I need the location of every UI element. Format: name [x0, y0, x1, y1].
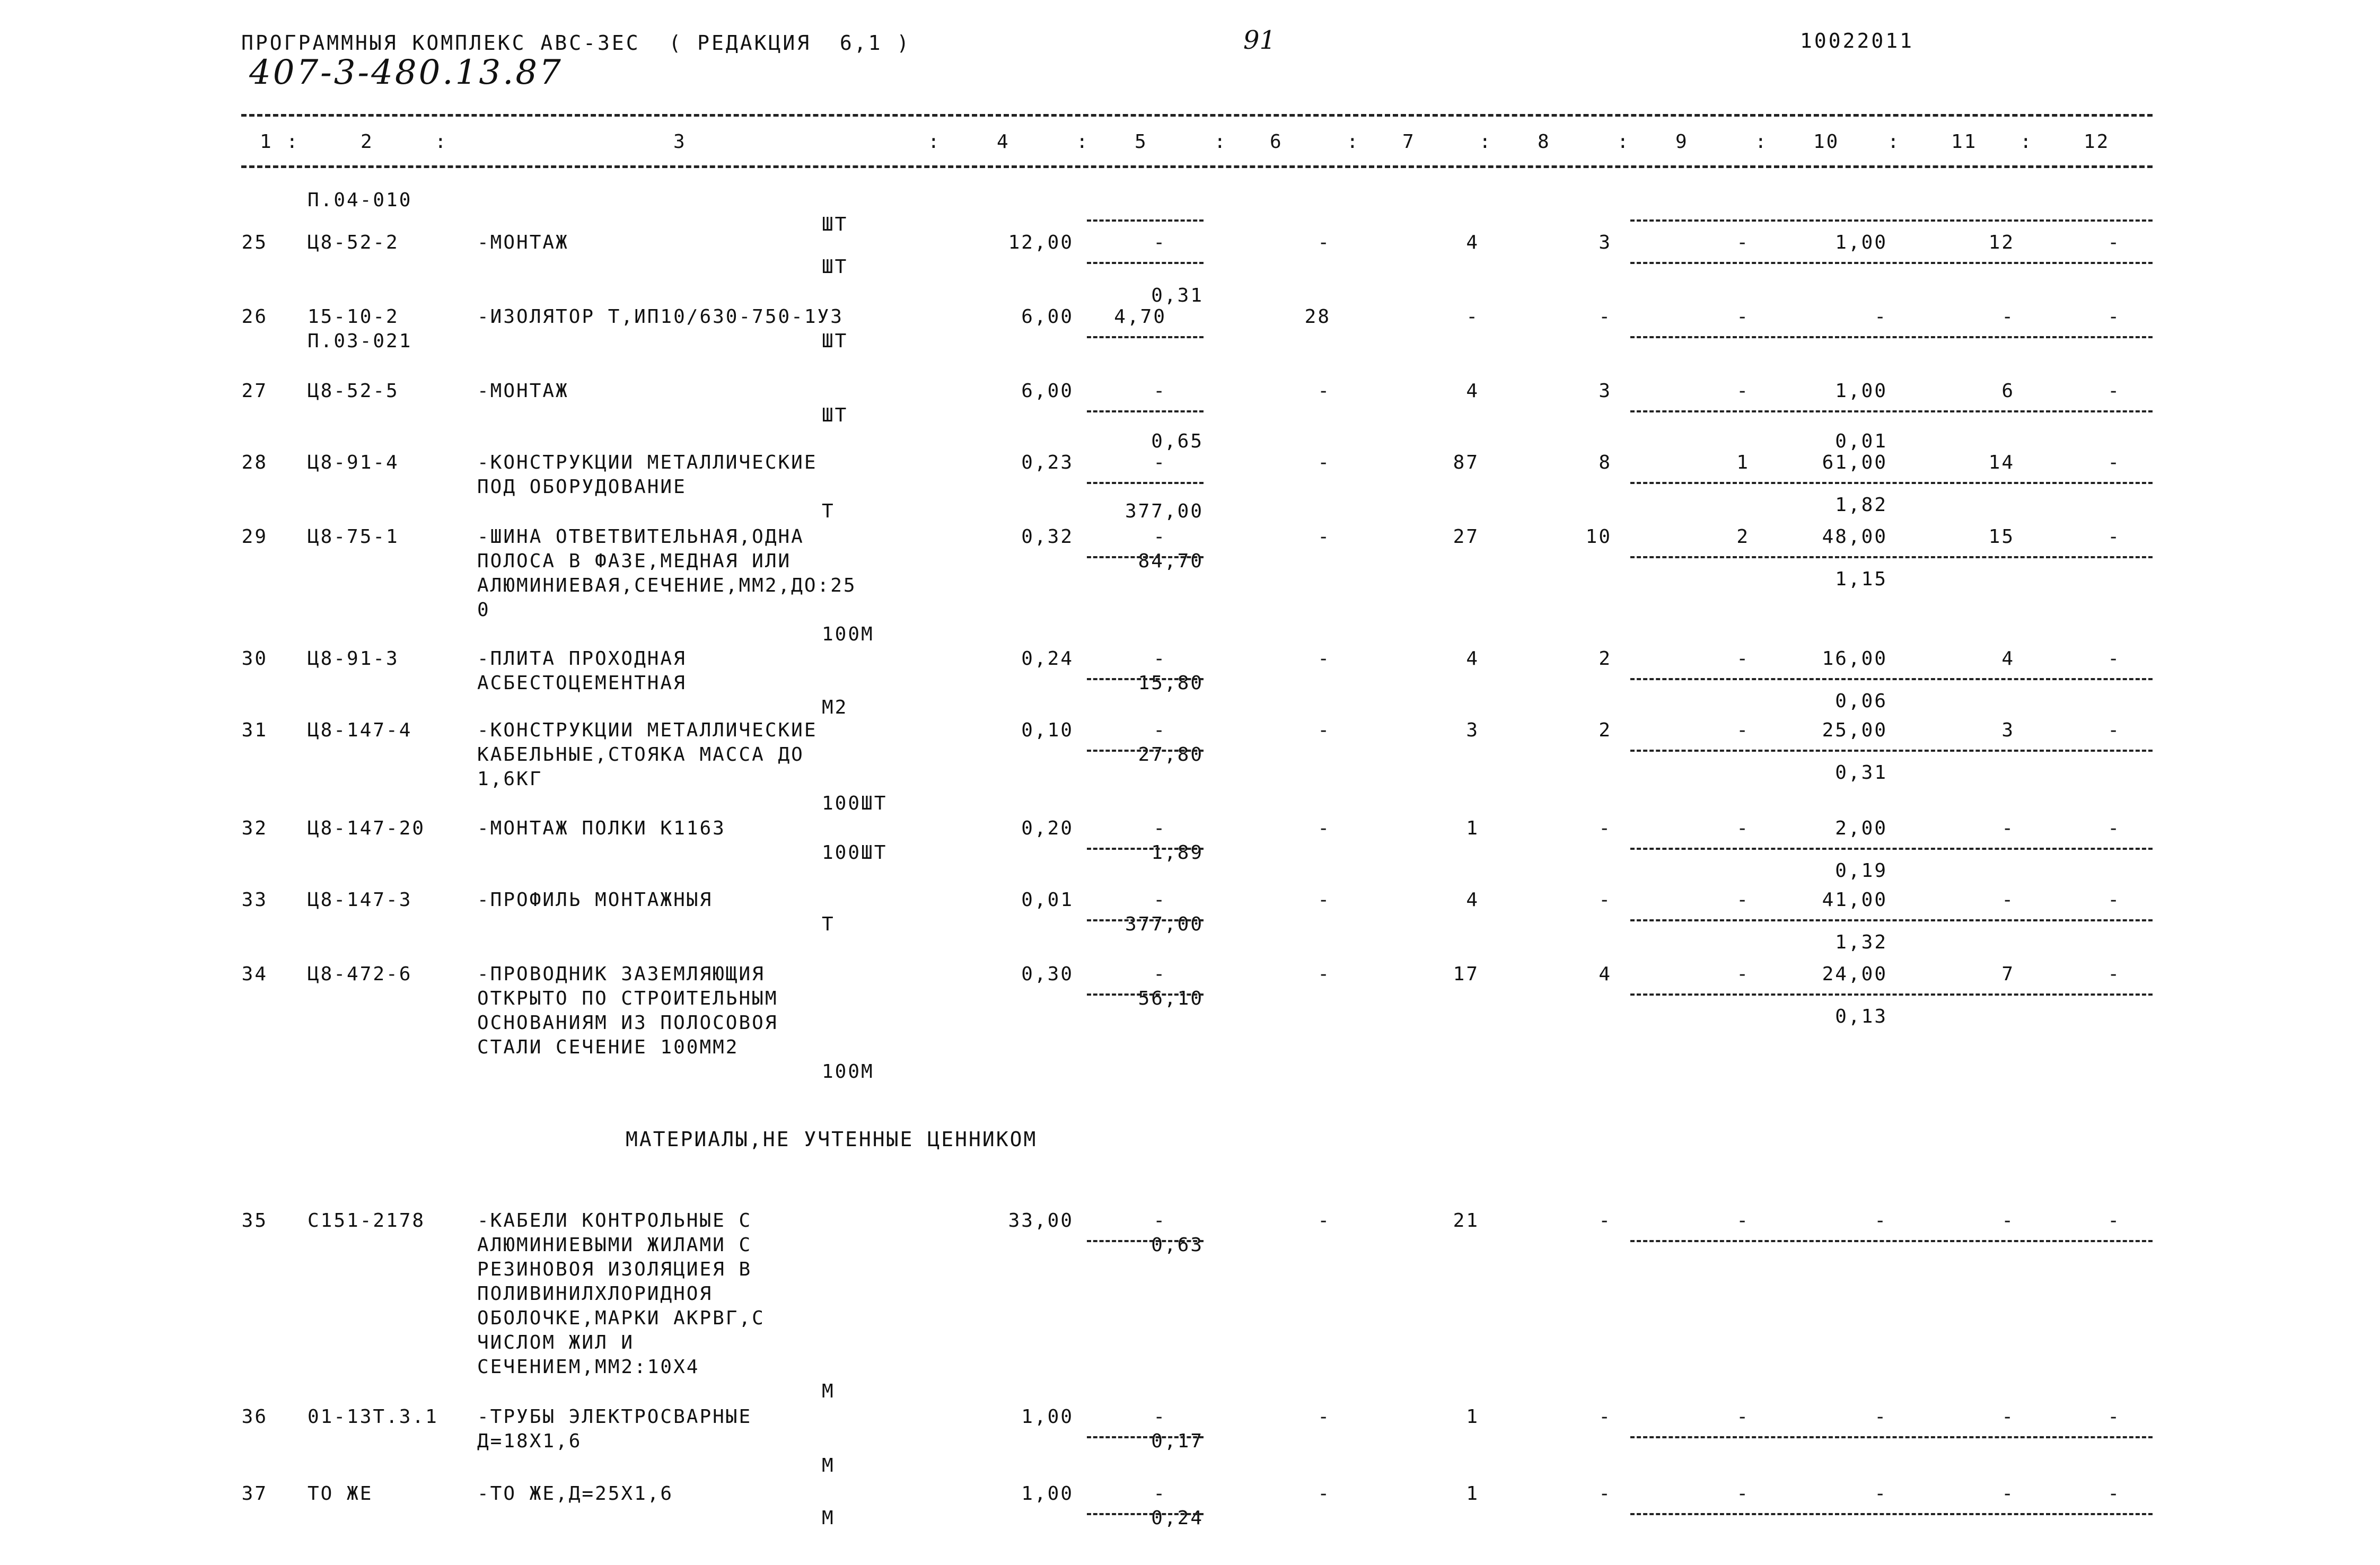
row-name-line: 1,6КГ — [477, 768, 543, 790]
row-col5: - — [1153, 380, 1166, 402]
column-separator: : — [1887, 131, 1901, 153]
row-name-line: -КОНСТРУКЦИИ МЕТАЛЛИЧЕСКИЕ — [477, 719, 818, 741]
row-name-line: ПОД ОБОРУДОВАНИЕ — [477, 476, 687, 498]
row-col12: - — [2107, 1483, 2121, 1505]
row-unit: 100М — [822, 623, 874, 645]
row-name-line: -КОНСТРУКЦИИ МЕТАЛЛИЧЕСКИЕ — [477, 452, 818, 473]
row-col10: 2,00 — [1835, 817, 1887, 839]
row-code: Ц8-52-5 — [308, 380, 399, 402]
row-col9: - — [1736, 232, 1750, 253]
row-name-line: АЛЮМИНИЕВЫМИ ЖИЛАМИ С — [477, 1234, 752, 1256]
row-divider — [1630, 556, 2153, 558]
row-col10: - — [1874, 1406, 1887, 1428]
row-col8: - — [1599, 889, 1612, 911]
column-separator: : — [2020, 131, 2033, 153]
row-name-line: ОСНОВАНИЯМ ИЗ ПОЛОСОВОЯ — [477, 1012, 778, 1034]
row-col10-upper: 0,01 — [1835, 430, 1887, 452]
row-col5: - — [1153, 1210, 1166, 1232]
row-quantity: 0,30 — [1021, 963, 1074, 985]
row-divider — [1087, 556, 1204, 558]
row-col12: - — [2107, 232, 2121, 253]
row-col8: - — [1599, 1406, 1612, 1428]
row-unit: ШТ — [822, 330, 848, 352]
row-unit: ШТ — [822, 405, 848, 426]
row-col5-lower: 27,80 — [1138, 744, 1204, 766]
row-divider — [1630, 993, 2153, 996]
row-quantity: 1,00 — [1021, 1406, 1074, 1428]
column-header-3: 3 — [673, 131, 687, 153]
row-col10: 24,00 — [1822, 963, 1887, 985]
row-quantity: 6,00 — [1021, 306, 1074, 328]
row-col9: 1 — [1736, 452, 1750, 473]
row-col8: 2 — [1599, 648, 1612, 670]
row-col12: - — [2107, 963, 2121, 985]
column-separator: : — [1214, 131, 1227, 153]
row-col10: 25,00 — [1822, 719, 1887, 741]
header-rule-bottom — [241, 165, 2153, 168]
row-name-line: -ШИНА ОТВЕТВИТЕЛЬНАЯ,ОДНА — [477, 526, 804, 548]
row-col11: - — [2001, 306, 2015, 328]
row-quantity: 6,00 — [1021, 380, 1074, 402]
row-code: П.04-010 — [308, 189, 412, 211]
column-separator: : — [1479, 131, 1492, 153]
row-number: 28 — [241, 452, 268, 473]
row-divider — [1087, 219, 1204, 222]
row-col7: 1 — [1466, 1406, 1479, 1428]
row-number: 37 — [241, 1483, 268, 1505]
row-col12: - — [2107, 817, 2121, 839]
row-col5-lower: 1,89 — [1151, 842, 1204, 864]
column-header-12: 12 — [2084, 131, 2110, 153]
row-col6: - — [1318, 648, 1331, 670]
row-code: 01-13Т.3.1 — [308, 1406, 438, 1428]
row-number: 27 — [241, 380, 268, 402]
column-separator: : — [435, 131, 448, 153]
row-unit: 100ШТ — [822, 793, 888, 814]
row-col5: - — [1153, 889, 1166, 911]
row-col6: - — [1318, 380, 1331, 402]
row-code: Ц8-147-20 — [308, 817, 426, 839]
row-col8: 3 — [1599, 232, 1612, 253]
row-col6: - — [1318, 817, 1331, 839]
row-divider — [1087, 482, 1204, 484]
row-code: Ц8-91-4 — [308, 452, 399, 473]
row-code: Ц8-472-6 — [308, 963, 412, 985]
row-col7: 87 — [1453, 452, 1479, 473]
row-unit: 100ШТ — [822, 842, 888, 864]
row-name-line: ПОЛОСА В ФАЗЕ,МЕДНАЯ ИЛИ — [477, 550, 792, 572]
column-header-8: 8 — [1538, 131, 1551, 153]
row-col8: - — [1599, 1483, 1612, 1505]
row-col7: 21 — [1453, 1210, 1479, 1232]
row-divider — [1087, 410, 1204, 412]
row-quantity: 33,00 — [1008, 1210, 1074, 1232]
header-rule-top — [241, 114, 2153, 117]
row-unit: ШТ — [822, 256, 848, 278]
row-col5: - — [1153, 452, 1166, 473]
row-name-line: СТАЛИ СЕЧЕНИЕ 100ММ2 — [477, 1036, 739, 1058]
row-col10: 1,00 — [1835, 380, 1887, 402]
row-col10: 48,00 — [1822, 526, 1887, 548]
row-col5: 4,70 — [1114, 306, 1166, 328]
row-unit: М — [822, 1381, 835, 1402]
row-unit: М — [822, 1455, 835, 1476]
row-col8: - — [1599, 1210, 1612, 1232]
handwritten-reference: 407-3-480.13.87 — [249, 53, 563, 92]
column-separator: : — [286, 131, 300, 153]
row-col9: - — [1736, 1210, 1750, 1232]
row-col10: 41,00 — [1822, 889, 1887, 911]
row-unit: ШТ — [822, 214, 848, 235]
row-name-line: -ПЛИТА ПРОХОДНАЯ — [477, 648, 687, 670]
row-col5-lower: 0,24 — [1151, 1507, 1204, 1529]
row-name-line: ПОЛИВИНИЛХЛОРИДНОЯ — [477, 1283, 713, 1305]
row-name-line: ОБОЛОЧКЕ,МАРКИ АКРВГ,С — [477, 1307, 765, 1329]
row-name-line: -КАБЕЛИ КОНТРОЛЬНЫЕ С — [477, 1210, 752, 1232]
row-col11: - — [2001, 817, 2015, 839]
row-col10: 16,00 — [1822, 648, 1887, 670]
row-col12: - — [2107, 889, 2121, 911]
row-name-line: АЛЮМИНИЕВАЯ,СЕЧЕНИЕ,ММ2,ДО:25 — [477, 575, 857, 596]
row-name-line: РЕЗИНОВОЯ ИЗОЛЯЦИЕЯ В — [477, 1259, 752, 1280]
column-header-5: 5 — [1135, 131, 1148, 153]
row-col7: - — [1466, 306, 1479, 328]
column-header-4: 4 — [997, 131, 1010, 153]
row-name-line: ЧИСЛОМ ЖИЛ И — [477, 1332, 635, 1353]
column-separator: : — [1076, 131, 1090, 153]
row-number: 26 — [241, 306, 268, 328]
row-col5: - — [1153, 817, 1166, 839]
row-col12: - — [2107, 719, 2121, 741]
row-col6: - — [1318, 232, 1331, 253]
row-col5: - — [1153, 963, 1166, 985]
row-name-line: -ТО ЖЕ,Д=25Х1,6 — [477, 1483, 674, 1505]
row-col10-lower: 0,13 — [1835, 1006, 1887, 1027]
row-col9: - — [1736, 648, 1750, 670]
column-separator: : — [1755, 131, 1768, 153]
row-col5-lower: 56,10 — [1138, 988, 1204, 1009]
row-divider — [1630, 848, 2153, 850]
row-col6: 28 — [1304, 306, 1331, 328]
row-divider — [1630, 410, 2153, 412]
row-col7: 4 — [1466, 380, 1479, 402]
row-col7: 4 — [1466, 889, 1479, 911]
program-title: ПРОГРАММНЫЯ КОМПЛЕКС АВС-3ЕС ( РЕДАКЦИЯ 6,1 ) — [241, 31, 911, 55]
row-col10: - — [1874, 1483, 1887, 1505]
row-col5-upper: 0,65 — [1151, 430, 1204, 452]
row-divider — [1087, 1436, 1204, 1438]
row-name-line: -ТРУБЫ ЭЛЕКТРОСВАРНЫЕ — [477, 1406, 752, 1428]
row-col5: - — [1153, 719, 1166, 741]
row-col10-lower: 1,82 — [1835, 494, 1887, 516]
row-code: 15-10-2 — [308, 306, 399, 328]
row-col11: 6 — [2001, 380, 2015, 402]
row-col8: 10 — [1585, 526, 1612, 548]
row-col12: - — [2107, 526, 2121, 548]
row-divider — [1630, 1513, 2153, 1515]
row-unit: Т — [822, 500, 835, 522]
row-code: Ц8-52-2 — [308, 232, 399, 253]
row-divider — [1087, 848, 1204, 850]
row-divider — [1630, 219, 2153, 222]
row-col9: - — [1736, 1483, 1750, 1505]
row-col11: 7 — [2001, 963, 2015, 985]
row-col7: 4 — [1466, 648, 1479, 670]
column-header-6: 6 — [1270, 131, 1283, 153]
row-col12: - — [2107, 306, 2121, 328]
column-header-11: 11 — [1951, 131, 1978, 153]
column-separator: : — [1617, 131, 1630, 153]
row-unit: 100М — [822, 1061, 874, 1083]
row-quantity: 0,32 — [1021, 526, 1074, 548]
row-col9: - — [1736, 889, 1750, 911]
row-col5-lower: 84,70 — [1138, 550, 1204, 572]
row-col11: 15 — [1988, 526, 2015, 548]
row-col12: - — [2107, 452, 2121, 473]
row-divider — [1087, 993, 1204, 996]
row-code: Ц8-147-4 — [308, 719, 412, 741]
row-divider — [1087, 1513, 1204, 1515]
row-col11: 4 — [2001, 648, 2015, 670]
row-divider — [1630, 262, 2153, 264]
row-col7: 4 — [1466, 232, 1479, 253]
row-col7: 1 — [1466, 1483, 1479, 1505]
row-col6: - — [1318, 1210, 1331, 1232]
row-code: Ц8-91-3 — [308, 648, 399, 670]
row-col7: 17 — [1453, 963, 1479, 985]
row-col6: - — [1318, 1483, 1331, 1505]
row-quantity: 12,00 — [1008, 232, 1074, 253]
row-code-secondary: П.03-021 — [308, 330, 412, 352]
row-col7: 27 — [1453, 526, 1479, 548]
row-unit: М — [822, 1507, 835, 1529]
row-col12: - — [2107, 380, 2121, 402]
row-col11: 12 — [1988, 232, 2015, 253]
row-col10-lower: 0,19 — [1835, 860, 1887, 882]
row-col5-upper: 0,31 — [1151, 285, 1204, 306]
row-col5: - — [1153, 1406, 1166, 1428]
row-number: 31 — [241, 719, 268, 741]
row-col10-lower: 1,32 — [1835, 931, 1887, 953]
row-col8: - — [1599, 817, 1612, 839]
row-unit: М2 — [822, 697, 848, 718]
row-col5: - — [1153, 526, 1166, 548]
section-title: МАТЕРИАЛЫ,НЕ УЧТЕННЫЕ ЦЕННИКОМ — [626, 1128, 1038, 1151]
row-number: 32 — [241, 817, 268, 839]
row-number: 35 — [241, 1210, 268, 1232]
row-col10: - — [1874, 306, 1887, 328]
row-col10-lower: 0,06 — [1835, 690, 1887, 712]
row-col11: 14 — [1988, 452, 2015, 473]
row-quantity: 0,23 — [1021, 452, 1074, 473]
row-col6: - — [1318, 719, 1331, 741]
row-number: 25 — [241, 232, 268, 253]
row-number: 33 — [241, 889, 268, 911]
row-col5-lower: 0,63 — [1151, 1234, 1204, 1256]
row-name-line: -МОНТАЖ — [477, 380, 569, 402]
row-col8: 4 — [1599, 963, 1612, 985]
row-divider — [1087, 919, 1204, 921]
row-col5-lower: 377,00 — [1125, 500, 1204, 522]
column-header-7: 7 — [1402, 131, 1416, 153]
row-name-line: -ПРОФИЛЬ МОНТАЖНЫЯ — [477, 889, 713, 911]
row-name-line: АСБЕСТОЦЕМЕНТНАЯ — [477, 672, 687, 694]
row-col11: - — [2001, 1483, 2015, 1505]
row-divider — [1087, 262, 1204, 264]
column-header-1: 1 — [260, 131, 273, 153]
row-divider — [1630, 1240, 2153, 1242]
row-col10: - — [1874, 1210, 1887, 1232]
row-code: ТО ЖЕ — [308, 1483, 373, 1505]
row-divider — [1630, 678, 2153, 680]
row-code: С151-2178 — [308, 1210, 426, 1232]
row-col7: 3 — [1466, 719, 1479, 741]
row-divider — [1630, 336, 2153, 338]
row-name-line: СЕЧЕНИЕМ,ММ2:10Х4 — [477, 1356, 700, 1378]
page-number: 91 — [1243, 25, 1276, 55]
row-col7: 1 — [1466, 817, 1479, 839]
row-name-line: 0 — [477, 599, 490, 621]
row-col10: 1,00 — [1835, 232, 1887, 253]
row-quantity: 0,10 — [1021, 719, 1074, 741]
row-divider — [1630, 919, 2153, 921]
row-col6: - — [1318, 526, 1331, 548]
row-name-line: -ПРОВОДНИК ЗАЗЕМЛЯЮЩИЯ — [477, 963, 765, 985]
row-col9: - — [1736, 719, 1750, 741]
row-name-line: КАБЕЛЬНЫЕ,СТОЯКА МАССА ДО — [477, 744, 804, 766]
row-number: 36 — [241, 1406, 268, 1428]
row-col11: 3 — [2001, 719, 2015, 741]
row-col9: 2 — [1736, 526, 1750, 548]
row-divider — [1630, 1436, 2153, 1438]
document-code: 10022011 — [1800, 29, 1914, 52]
column-header-2: 2 — [361, 131, 374, 153]
row-col9: - — [1736, 963, 1750, 985]
row-name-line: ОТКРЫТО ПО СТРОИТЕЛЬНЫМ — [477, 988, 778, 1009]
row-col8: 3 — [1599, 380, 1612, 402]
column-separator: : — [928, 131, 941, 153]
row-col5: - — [1153, 232, 1166, 253]
row-col12: - — [2107, 1406, 2121, 1428]
row-quantity: 1,00 — [1021, 1483, 1074, 1505]
column-header-9: 9 — [1675, 131, 1689, 153]
row-col8: 2 — [1599, 719, 1612, 741]
row-divider — [1630, 750, 2153, 752]
row-col6: - — [1318, 963, 1331, 985]
row-name-line: -МОНТАЖ — [477, 232, 569, 253]
row-col9: - — [1736, 380, 1750, 402]
column-header-10: 10 — [1813, 131, 1840, 153]
row-unit: Т — [822, 913, 835, 935]
row-col5: - — [1153, 1483, 1166, 1505]
row-col6: - — [1318, 1406, 1331, 1428]
row-quantity: 0,24 — [1021, 648, 1074, 670]
row-col11: - — [2001, 1210, 2015, 1232]
row-col5-lower: 15,80 — [1138, 672, 1204, 694]
row-col6: - — [1318, 452, 1331, 473]
row-quantity: 0,20 — [1021, 817, 1074, 839]
row-divider — [1087, 678, 1204, 680]
column-separator: : — [1347, 131, 1360, 153]
row-name-line: -ИЗОЛЯТОР Т,ИП10/630-750-1У3 — [477, 306, 844, 328]
row-name-line: Д=18Х1,6 — [477, 1430, 582, 1452]
row-divider — [1630, 482, 2153, 484]
row-col6: - — [1318, 889, 1331, 911]
row-col5: - — [1153, 648, 1166, 670]
row-col12: - — [2107, 648, 2121, 670]
row-divider — [1087, 750, 1204, 752]
row-number: 30 — [241, 648, 268, 670]
row-divider — [1087, 336, 1204, 338]
row-code: Ц8-147-3 — [308, 889, 412, 911]
row-col5-lower: 377,00 — [1125, 913, 1204, 935]
row-col9: - — [1736, 817, 1750, 839]
row-col10-lower: 0,31 — [1835, 762, 1887, 784]
row-col11: - — [2001, 889, 2015, 911]
row-col9: - — [1736, 1406, 1750, 1428]
row-col8: 8 — [1599, 452, 1612, 473]
row-col9: - — [1736, 306, 1750, 328]
row-number: 29 — [241, 526, 268, 548]
row-col10-lower: 1,15 — [1835, 568, 1887, 590]
row-quantity: 0,01 — [1021, 889, 1074, 911]
row-col12: - — [2107, 1210, 2121, 1232]
row-number: 34 — [241, 963, 268, 985]
row-name-line: -МОНТАЖ ПОЛКИ К1163 — [477, 817, 726, 839]
row-col11: - — [2001, 1406, 2015, 1428]
row-col10: 61,00 — [1822, 452, 1887, 473]
row-col8: - — [1599, 306, 1612, 328]
row-col5-lower: 0,17 — [1151, 1430, 1204, 1452]
row-code: Ц8-75-1 — [308, 526, 399, 548]
row-divider — [1087, 1240, 1204, 1242]
